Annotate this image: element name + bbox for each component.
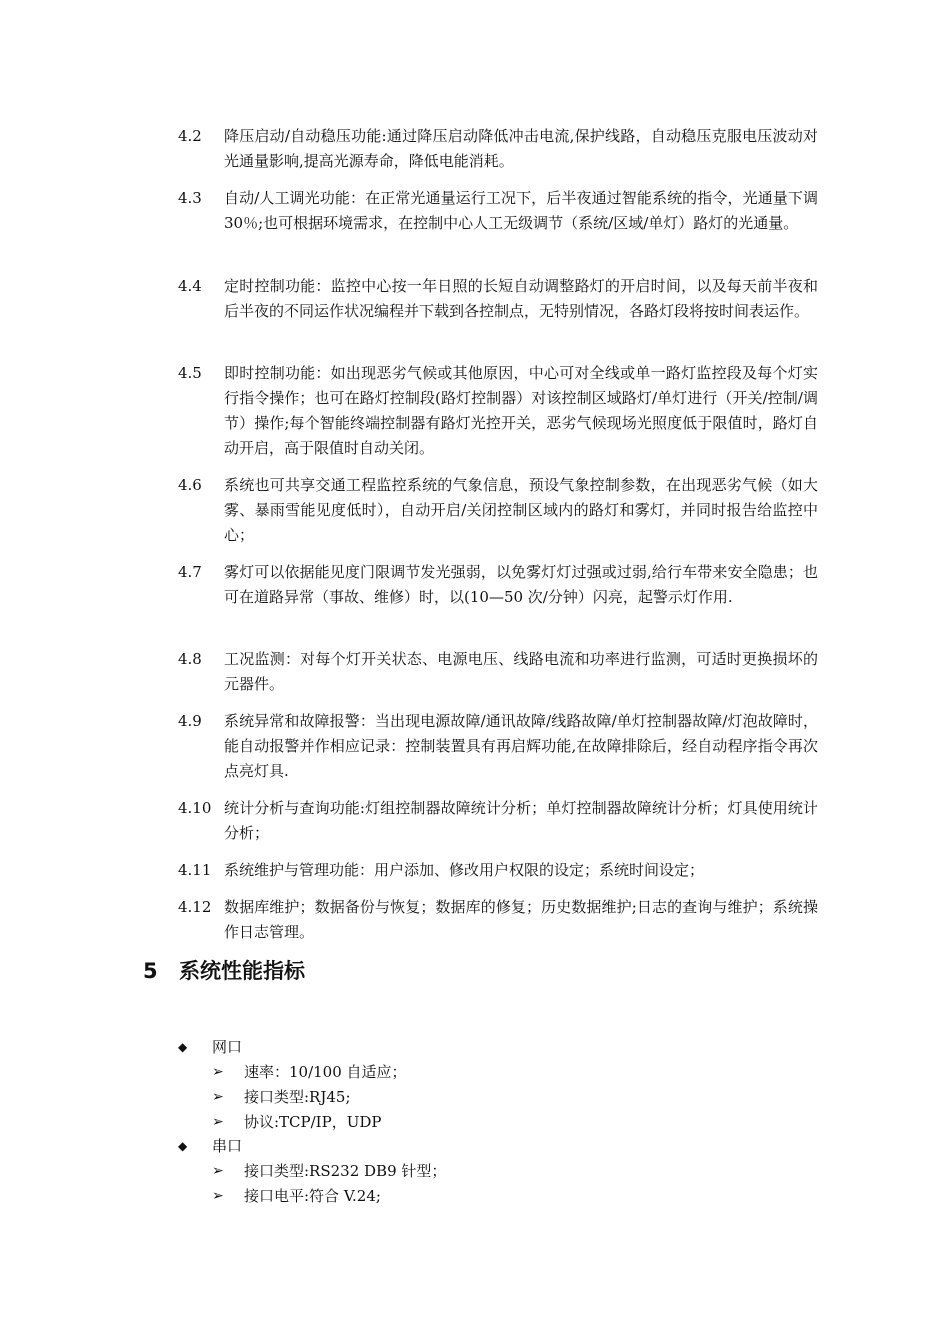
clause-4-3 [178,186,818,236]
clause-4-9 [178,709,818,784]
arrow-bullet-icon: ➢ [212,1114,224,1130]
list-item-network-port [178,1036,242,1058]
section-heading [143,955,305,987]
sub-list-item-text: 协议:TCP/IP，UDP [244,1113,382,1131]
sub-list-item [212,1185,381,1207]
section-title: 系统性能指标 [179,959,305,983]
diamond-bullet-icon: ◆ [178,1040,188,1054]
sub-list-item-text: 接口类型:RJ45; [244,1088,351,1106]
arrow-bullet-icon: ➢ [212,1188,224,1204]
clause-text: 自动/人工调光功能：在正常光通量运行工况下，后半夜通过智能系统的指令，光通量下调 30％;也可根据环境需求，在控制中心人工无级调节（系统/区域/单灯）路灯的光通量。 [224,189,818,232]
clause-number: 4.2 [178,127,202,145]
clause-number: 4.4 [178,277,202,295]
clause-4-6 [178,473,818,548]
clause-text: 雾灯可以依据能见度门限调节发光强弱，以免雾灯灯过强或过弱,给行车带来安全隐患；也可在道路异常（事故、维修）时，以(10—50 次/分钟）闪亮，起警示灯作用. [224,563,818,606]
sub-list-item-text: 接口电平:符合 V.24; [244,1187,381,1205]
clause-4-10 [178,796,818,846]
arrow-bullet-icon: ➢ [212,1163,224,1179]
clause-number: 4.6 [178,476,202,494]
clause-number: 4.11 [178,861,212,879]
list-item-label: 串口 [212,1137,243,1155]
sub-list-item [212,1061,407,1083]
clause-text: 系统也可共享交通工程监控系统的气象信息，预设气象控制参数，在出现恶劣气候（如大雾、暴雨雪能见度低时），自动开启/关闭控制区域内的路灯和雾灯，并同时报告给监控中心； [224,476,818,544]
clause-number: 4.7 [178,563,202,581]
clause-4-2 [178,124,818,174]
sub-list-item [212,1160,446,1182]
diamond-bullet-icon: ◆ [178,1139,188,1153]
sub-list-item [212,1111,381,1133]
sub-list-item-text: 速率：10/100 自适应； [244,1063,407,1081]
clause-4-12 [178,895,818,945]
clause-text: 工况监测：对每个灯开关状态、电源电压、线路电流和功率进行监测，可适时更换损坏的元器件。 [224,650,818,693]
list-item-serial-port [178,1135,242,1157]
clause-number: 4.9 [178,712,202,730]
list-item-label: 网口 [212,1038,243,1056]
sub-list-item-text: 接口类型:RS232 DB9 针型； [244,1162,447,1180]
clause-text: 统计分析与查询功能:灯组控制器故障统计分析；单灯控制器故障统计分析；灯具使用统计分析； [224,799,818,842]
section-number: 5 [143,959,158,983]
clause-4-4 [178,274,818,324]
clause-text: 即时控制功能：如出现恶劣气候或其他原因，中心可对全线或单一路灯监控段及每个灯实行指令操作；也可在路灯控制段(路灯控制器）对该控制区域路灯/单灯进行（开关/控制/调节）操作;每个智能终端控制器有路灯光控开关，恶劣气候现场光照度低于限值时，路灯自动开启，高于限值时自动关闭。 [224,364,818,457]
clause-number: 4.8 [178,650,202,668]
clause-number: 4.10 [178,799,212,817]
clause-text: 定时控制功能：监控中心按一年日照的长短自动调整路灯的开启时间，以及每天前半夜和后半夜的不同运作状况编程并下载到各控制点，无特别情况，各路灯段将按时间表运作。 [224,277,818,320]
clause-4-8 [178,647,818,697]
clause-text: 系统维护与管理功能：用户添加、修改用户权限的设定；系统时间设定； [224,861,705,879]
clause-number: 4.3 [178,189,202,207]
clause-text: 数据库维护；数据备份与恢复；数据库的修复；历史数据维护;日志的查询与维护；系统操作日志管理。 [224,898,818,941]
sub-list-item [212,1086,351,1108]
clause-number: 4.5 [178,364,202,382]
clause-4-7 [178,560,818,610]
arrow-bullet-icon: ➢ [212,1089,224,1105]
clause-text: 系统异常和故障报警：当出现电源故障/通讯故障/线路故障/单灯控制器故障/灯泡故障时，能自动报警并作相应记录：控制装置具有再启辉功能,在故障排除后，经自动程序指令再次点亮灯具. [224,712,818,780]
clause-text: 降压启动/自动稳压功能:通过降压启动降低冲击电流,保护线路，自动稳压克服电压波动对光通量影响,提高光源寿命，降低电能消耗。 [224,127,818,170]
clause-4-11 [178,858,818,883]
arrow-bullet-icon: ➢ [212,1064,224,1080]
clause-4-5 [178,361,818,461]
clause-number: 4.12 [178,898,212,916]
